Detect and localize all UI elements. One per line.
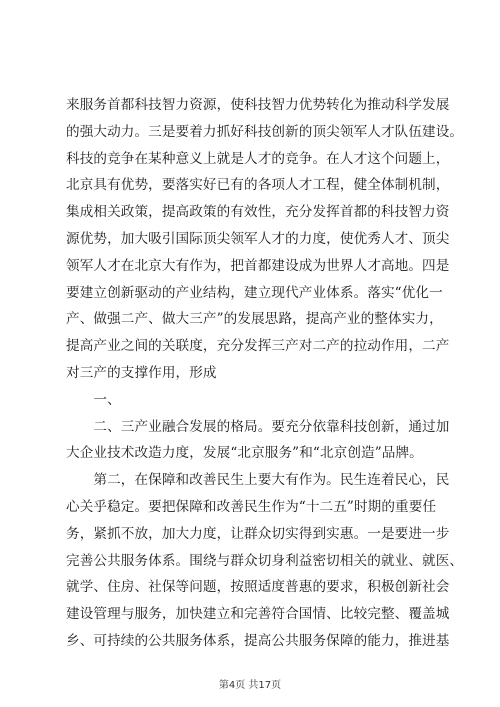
text-line: 提高产业之间的关联度，充分发挥三产对二产的拉动作用，二产 — [66, 338, 450, 355]
text-line: 产、做强二产、做大三产”的发展思路，提高产业的整体实力， — [66, 311, 443, 328]
text-line: 建设管理与服务，加快建立和完善符合国情、比较完整、覆盖城 — [66, 606, 450, 623]
text-line: 科技的竞争在某种意义上就是人才的竞争。在人才这个问题上， — [66, 150, 450, 167]
text-line: 一、 — [66, 391, 121, 408]
text-line: 领军人才在北京大有作为，把首都建设成为世界人才高地。四是 — [66, 257, 450, 274]
text-line: 乡、可持续的公共服务体系，提高公共服务保障的能力，推进基 — [66, 632, 450, 649]
text-line: 来服务首都科技智力资源，使科技智力优势转化为推动科学发展 — [66, 97, 450, 113]
text-line: 的强大动力。三是要着力抓好科技创新的顶尖领军人才队伍建设。 — [66, 123, 464, 140]
text-line: 就学、住房、社保等问题，按照适度普惠的要求，积极创新社会 — [66, 579, 450, 596]
text-line: 完善公共服务体系。围绕与群众切身利益密切相关的就业、就医、 — [66, 552, 464, 569]
text-line: 务，紧抓不放，加大力度，让群众切实得到实惠。一是要进一步 — [66, 525, 450, 542]
text-line: 心关乎稳定。要把保障和改善民生作为“十二五”时期的重要任 — [66, 498, 437, 515]
text-line: 北京具有优势，要落实好已有的各项人才工程，健全体制机制， — [66, 177, 450, 194]
text-line: 二、三产业融合发展的格局。要充分依靠科技创新，通过加 — [66, 418, 450, 435]
text-line: 第二，在保障和改善民生上要大有作为。民生连着民心，民 — [66, 472, 450, 489]
text-line: 对三产的支撑作用，形成 — [66, 364, 217, 381]
text-line: 大企业技术改造力度，发展“北京服务”和“北京创造”品牌。 — [66, 445, 423, 462]
text-line: 源优势，加大吸引国际顶尖领军人才的力度，使优秀人才、顶尖 — [66, 230, 450, 247]
text-line: 集成相关政策，提高政策的有效性，充分发挥首都的科技智力资 — [66, 204, 450, 221]
body-text — [66, 92, 464, 655]
page-footer: 第4页 共17页 — [218, 680, 282, 691]
text-line: 要建立创新驱动的产业结构，建立现代产业体系。落实“优化一 — [66, 284, 443, 301]
